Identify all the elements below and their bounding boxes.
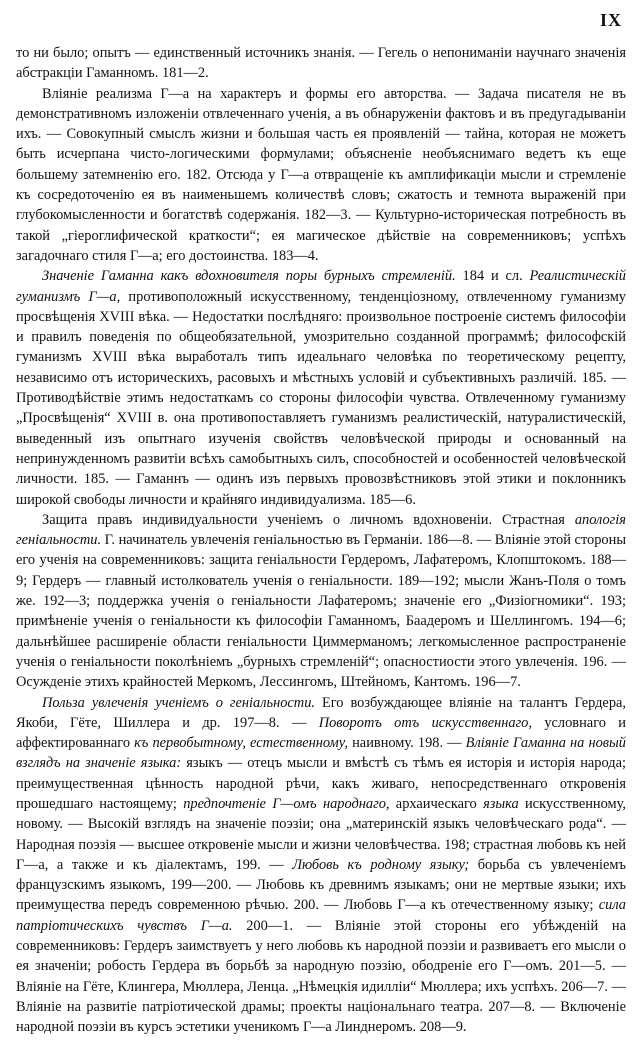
paragraph <box>16 510 626 693</box>
italic-text-run: Поворотъ отъ искусственнаго, <box>318 714 532 731</box>
paragraph <box>16 693 626 1038</box>
italic-text-run: Любовь къ родному языку; <box>292 856 470 873</box>
text-run: Защита правъ индивидуальности ученіемъ о личномъ вдохновеніи. Страстная <box>42 511 575 528</box>
text-run: Вліяніе реализма Г—а на характеръ и формы его авторства. — Задача писателя не въ демонстративномъ изложеніи отвлеченнаго ученія, а въ обнаруженіи фактовъ и въ предугадываніи ихъ. — Совокупный смыслъ жизни и большая часть ея проявленій — тайна, которая не можетъ быть исчерпана чисто-логическими формулами; объясненіе необъяснимаго ведетъ къ еще большему затемненію его. 182. Отсюда у Г—а отвращеніе къ амплификаціи мысли и стремленіе къ сосредоточенію ея въ наименьшемъ количествѣ словъ; сжатость и темнота выраженій при глубокомысленности и богатствѣ содержанія. 182—3. — Культурно-историческая потребность въ такой „гіероглифической краткости“; ея магическое дѣйствіе на современниковъ; успѣхъ загадочнаго стиля Г—а; его достоинства. 183—4. <box>16 85 626 264</box>
italic-text-run: къ первобытному, естественному, <box>134 735 348 752</box>
text-run: 200—1. — Вліяніе этой стороны его убѣжденій на современниковъ: Гердеръ заимствуетъ у него любовь къ народной поэзіи и развиваетъ его мысли о ея значеніи; робость Гердера въ борьбѣ за народную поэзію, ободреніе его Г—омъ. 201—5. — Вліяніе на Гёте, Клингера, Мюллера, Ленца. „Нѣмецкія идилліи“ Мюллера; ихъ успѣхъ. 206—7. — Вліяніе на развитіе патріотической драмы; проекты національнаго театра. 207—8. — Включеніе народной поэзіи въ курсъ эстетики ученикомъ Г—а Линднеромъ. 208—9. <box>16 917 626 1036</box>
text-run: условнаго и аффектированнаго <box>16 714 626 752</box>
italic-text-run: апологія геніальности. <box>16 511 626 549</box>
text-run: борьба съ увлеченіемъ французскимъ языкомъ, 199—200. — Любовь къ древнимъ языкамъ; они не мертвые языки; ихъ преимущества передъ современною рѣчью. 200. — Любовь Г—а къ отечественному языку; <box>16 856 626 914</box>
text-run: 184 и сл. <box>455 268 530 285</box>
paragraph <box>16 43 626 84</box>
paragraph <box>16 266 626 510</box>
italic-text-run: Значеніе Гаманна какъ вдохновителя поры бурныхъ стремленій. <box>42 268 456 285</box>
text-run: архаическаго <box>389 795 484 812</box>
page-body-text <box>16 43 626 1038</box>
page-number: IX <box>599 10 622 30</box>
italic-text-run: предпочтеніе Г—омъ народнаго, <box>183 795 390 812</box>
text-run: языкъ — отецъ мысли и вмѣстѣ съ тѣмъ ея исторія и исторія народа; преимущественная цѣнность народной рѣчи, какъ живаго, непосредственнаго откровенія прошедшаго настоящему; <box>16 755 626 812</box>
text-run: противоположный искусственному, тенденціозному, отвлеченному гуманизму просвѣщенія XVIII вѣка. — Недостатки послѣдняго: произвольное построеніе системъ философіи и правилъ поведенія по общеобязательной, умозрительно созданной программѣ; философскій гуманизмъ XVIII вѣка выработалъ типъ идеальнаго человѣка по теоретическому рецепту, независимо отъ историческихъ, расовыхъ и мѣстныхъ условій и субъективныхъ различій. 185. — Противодѣйствіе этимъ недостаткамъ со стороны философіи чувства. Отвлеченному гуманизму „Просвѣщенія“ XVIII в. она противопоставляетъ гуманизмъ реалистическій, натуралистическій, выведенный изъ опытнаго изученія свойствъ человѣческой природы и основанный на непринужденномъ развитіи всѣхъ самобытныхъ силъ, способностей и особенностей человѣческой личности. 185. — Гаманнъ — одинъ изъ первыхъ провозвѣстниковъ этой этики и поклонникъ широкой свободы личности и крайняго индивидуализма. 185—6. <box>16 288 626 508</box>
italic-text-run: Реалистическій гуманизмъ Г—а, <box>16 268 626 305</box>
italic-text-run: Вліяніе Гаманна на новый взглядъ на значеніе языка: <box>16 735 626 772</box>
text-run: Г. начинатель увлеченія геніальностью въ Германіи. 186—8. — Вліяніе этой стороны его ученія на современниковъ: защита геніальности Гердеромъ, Лафатеромъ, Клопштокомъ. 188—9; Гердеръ — главный истолкователь ученія о геніальности. 189—192; мысли Жанъ-Поля о томъ же. 192—3; поддержка ученія о геніальности Лафатеромъ; значеніе его „Физіогномики“. 193; примѣненіе ученія о геніальности къ философіи Гаманномъ, Баадеромъ и Шеллингомъ. 194—6; дальнѣйшее расширеніе области геніальности Циммерманомъ; легкомысленное распространеніе ученія о геніальности поколѣніемъ „бурныхъ стремленій“; опасностиости этого увлеченія. 196. — Осужденіе этихъ крайностей Меркомъ, Лессингомъ, Штейномъ, Кантомъ. 196—7. <box>16 532 626 691</box>
italic-text-run: Польза увлеченія ученіемъ о геніальности. <box>42 694 315 711</box>
text-run: Его возбуждающее вліяніе на талантъ Гердера, Якоби, Гёте, Шиллера и др. 197—8. — <box>16 694 626 731</box>
italic-text-run: сила патріотическихъ чувствъ Г—а. <box>16 897 626 934</box>
text-run: наивному. 198. — <box>348 735 466 752</box>
paragraph <box>16 84 626 267</box>
italic-text-run: языка <box>483 795 519 812</box>
text-run: искусственному, новому. — Высокій взглядъ на значеніе поэзіи; она „материнскій языкъ человѣческаго рода“. — Народная поэзія — высшее откровеніе мысли и жизни человѣчества. 198; страстная любовь къ ней Г—а, а также и къ діалектамъ, 199. — <box>16 795 626 873</box>
text-run: то ни было; опытъ — единственный источникъ знанія. — Гегель о непониманіи научнаго значенія абстракціи Гаманномъ. 181—2. <box>16 45 626 82</box>
